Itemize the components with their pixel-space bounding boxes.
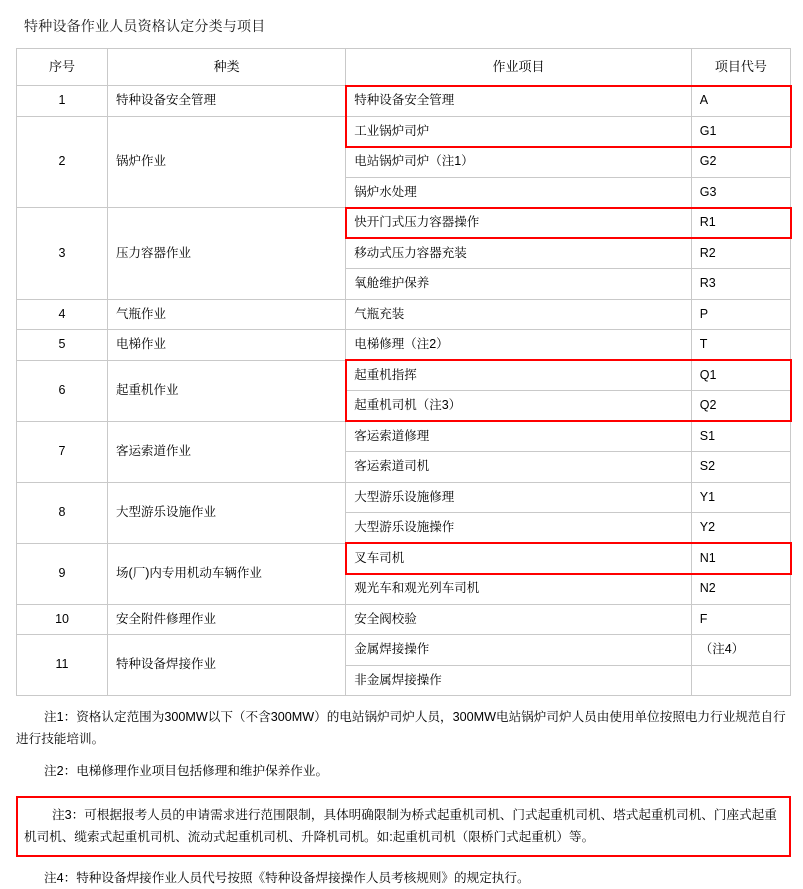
cell-serial-number: 2	[17, 116, 108, 208]
cell-work-item: 起重机指挥	[346, 360, 692, 391]
cell-item-code: F	[691, 604, 790, 635]
cell-item-code: N1	[691, 543, 790, 574]
cell-work-item: 叉车司机	[346, 543, 692, 574]
cell-category: 起重机作业	[108, 360, 346, 421]
cell-category: 安全附件修理作业	[108, 604, 346, 635]
cell-item-code: R2	[691, 238, 790, 269]
table-header	[17, 49, 791, 86]
cell-item-code: T	[691, 330, 790, 361]
cell-category: 锅炉作业	[108, 116, 346, 208]
cell-serial-number: 11	[17, 635, 108, 696]
cell-item-code: A	[691, 86, 790, 117]
cell-serial-number: 9	[17, 543, 108, 604]
note: 注2：电梯修理作业项目包括修理和维护保养作业。	[44, 764, 329, 779]
cell-category: 特种设备安全管理	[108, 86, 346, 117]
cell-serial-number: 3	[17, 208, 108, 300]
cell-category: 压力容器作业	[108, 208, 346, 300]
table-row	[17, 360, 791, 391]
table-row	[17, 421, 791, 452]
cell-work-item: 锅炉水处理	[346, 177, 692, 208]
cell-work-item: 客运索道司机	[346, 452, 692, 483]
table-row	[17, 330, 791, 361]
note: 注4：特种设备焊接作业人员代号按照《特种设备焊接操作人员考核规则》的规定执行。	[44, 871, 530, 886]
column-header-item: 作业项目	[346, 49, 692, 86]
table-row	[17, 482, 791, 513]
cell-serial-number: 6	[17, 360, 108, 421]
cell-item-code	[691, 665, 790, 696]
cell-item-code: R3	[691, 269, 790, 300]
cell-work-item: 电梯修理（注2）	[346, 330, 692, 361]
cell-category: 大型游乐设施作业	[108, 482, 346, 543]
note-highlighted: 注3：可根据报考人员的申请需求进行范围限制，具体明确限制为桥式起重机司机、门式起重机司机、塔式起重机司机、门座式起重机司机、缆索式起重机司机、流动式起重机司机、升降机司机。如:起重机司机（限桥门式起重机）等。	[16, 796, 791, 857]
table-row	[17, 604, 791, 635]
cell-category: 电梯作业	[108, 330, 346, 361]
column-header-kind: 种类	[108, 49, 346, 86]
note: 注1：资格认定范围为300MW以下（不含300MW）的电站锅炉司炉人员，300MW电站锅炉司炉人员由使用单位按照电力行业规范自行进行技能培训。	[16, 710, 786, 747]
cell-work-item: 移动式压力容器充装	[346, 238, 692, 269]
cell-work-item: 观光车和观光列车司机	[346, 574, 692, 605]
cell-work-item: 大型游乐设施操作	[346, 513, 692, 544]
cell-serial-number: 10	[17, 604, 108, 635]
cell-serial-number: 7	[17, 421, 108, 482]
cell-category: 场(厂)内专用机动车辆作业	[108, 543, 346, 604]
cell-work-item: 起重机司机（注3）	[346, 391, 692, 422]
table-row	[17, 116, 791, 147]
cell-work-item: 氧舱维护保养	[346, 269, 692, 300]
cell-item-code: G2	[691, 147, 790, 178]
column-header-no: 序号	[17, 49, 108, 86]
cell-item-code: N2	[691, 574, 790, 605]
notes-section	[16, 706, 791, 889]
page-title: 特种设备作业人员资格认定分类与项目	[24, 18, 266, 34]
cell-item-code: S1	[691, 421, 790, 452]
cell-category: 气瓶作业	[108, 299, 346, 330]
cell-serial-number: 4	[17, 299, 108, 330]
cell-work-item: 气瓶充装	[346, 299, 692, 330]
cell-work-item: 金属焊接操作	[346, 635, 692, 666]
cell-item-code: G1	[691, 116, 790, 147]
cell-item-code: S2	[691, 452, 790, 483]
cell-work-item: 客运索道修理	[346, 421, 692, 452]
cell-item-code: Y2	[691, 513, 790, 544]
cell-category: 客运索道作业	[108, 421, 346, 482]
cell-work-item: 大型游乐设施修理	[346, 482, 692, 513]
table-row	[17, 86, 791, 117]
cell-item-code: G3	[691, 177, 790, 208]
cell-work-item: 电站锅炉司炉（注1）	[346, 147, 692, 178]
table-row	[17, 543, 791, 574]
cell-serial-number: 8	[17, 482, 108, 543]
cell-category: 特种设备焊接作业	[108, 635, 346, 696]
table-row	[17, 208, 791, 239]
cell-serial-number: 5	[17, 330, 108, 361]
cell-work-item: 工业锅炉司炉	[346, 116, 692, 147]
table-body	[17, 86, 791, 696]
qualification-table	[16, 48, 791, 696]
cell-work-item: 安全阀校验	[346, 604, 692, 635]
cell-item-code: R1	[691, 208, 790, 239]
cell-item-code: P	[691, 299, 790, 330]
cell-item-code: Y1	[691, 482, 790, 513]
cell-item-code: （注4）	[691, 635, 790, 666]
table-row	[17, 299, 791, 330]
cell-item-code: Q2	[691, 391, 790, 422]
cell-work-item: 非金属焊接操作	[346, 665, 692, 696]
table-row	[17, 635, 791, 666]
cell-work-item: 快开门式压力容器操作	[346, 208, 692, 239]
cell-work-item: 特种设备安全管理	[346, 86, 692, 117]
table-header-row	[17, 49, 791, 86]
table-wrapper	[14, 48, 789, 696]
cell-item-code: Q1	[691, 360, 790, 391]
column-header-code: 项目代号	[691, 49, 790, 86]
cell-serial-number: 1	[17, 86, 108, 117]
